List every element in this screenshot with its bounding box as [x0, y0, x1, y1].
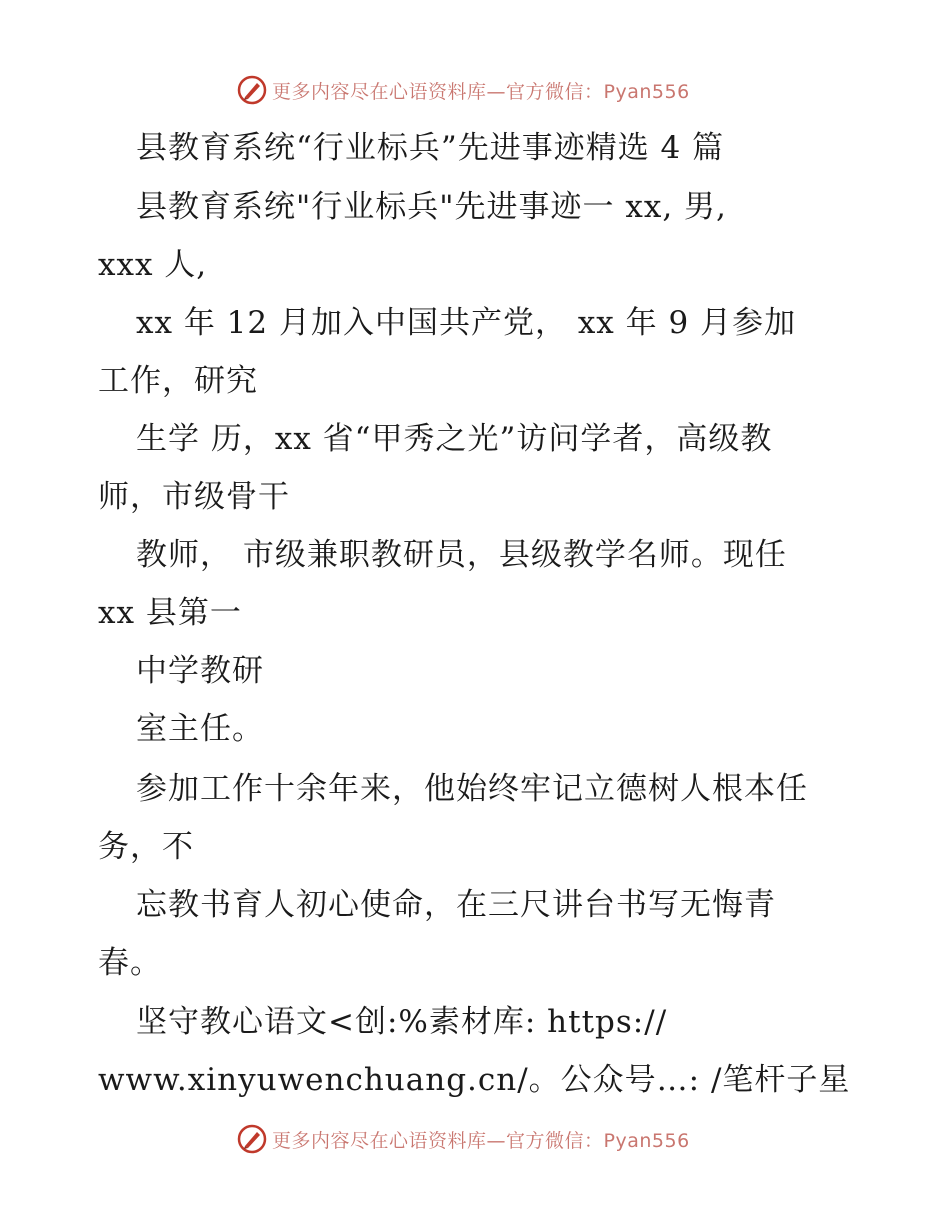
- body-line: 参加工作十余年来，他始终牢记立德树人根本任: [136, 771, 808, 807]
- document-title: 县教育系统“行业标兵”先进事迹精选 4 篇: [136, 130, 725, 166]
- body-line: xx 年 12 月加入中国共产党， xx 年 9 月参加: [136, 305, 797, 341]
- header-watermark-banner: [236, 73, 690, 107]
- body-line: 室主任。: [136, 711, 264, 747]
- body-line: www.xinyuwenchuang.cn/。公众号…: /笔杆子星: [98, 1062, 851, 1098]
- body-line: 工作，研究: [98, 363, 258, 399]
- body-line: xxx 人,: [98, 247, 208, 283]
- body-line: 坚守教心语文<创:%素材库: https://: [136, 1004, 668, 1040]
- body-line: 县教育系统"行业标兵"先进事迹一 xx, 男,: [136, 189, 727, 225]
- body-line: 生学 历，xx 省“甲秀之光”访问学者，高级教: [136, 421, 773, 457]
- body-line: 务，不: [98, 829, 194, 865]
- footer-watermark-banner: [236, 1122, 690, 1156]
- body-line: 中学教研: [136, 653, 264, 689]
- pen-logo-icon: [236, 1123, 268, 1155]
- body-line: 春。: [98, 945, 162, 981]
- header-watermark-text: 更多内容尽在心语资料库—官方微信：Pyan556: [272, 80, 690, 103]
- body-line: xx 县第一: [98, 595, 242, 631]
- body-line: 教师， 市级兼职教研员，县级教学名师。现任: [136, 537, 787, 573]
- footer-watermark-text: 更多内容尽在心语资料库—官方微信：Pyan556: [272, 1129, 690, 1152]
- body-line: 师，市级骨干: [98, 479, 290, 515]
- body-line: 忘教书育人初心使命，在三尺讲台书写无悔青: [136, 887, 776, 923]
- pen-logo-icon: [236, 74, 268, 106]
